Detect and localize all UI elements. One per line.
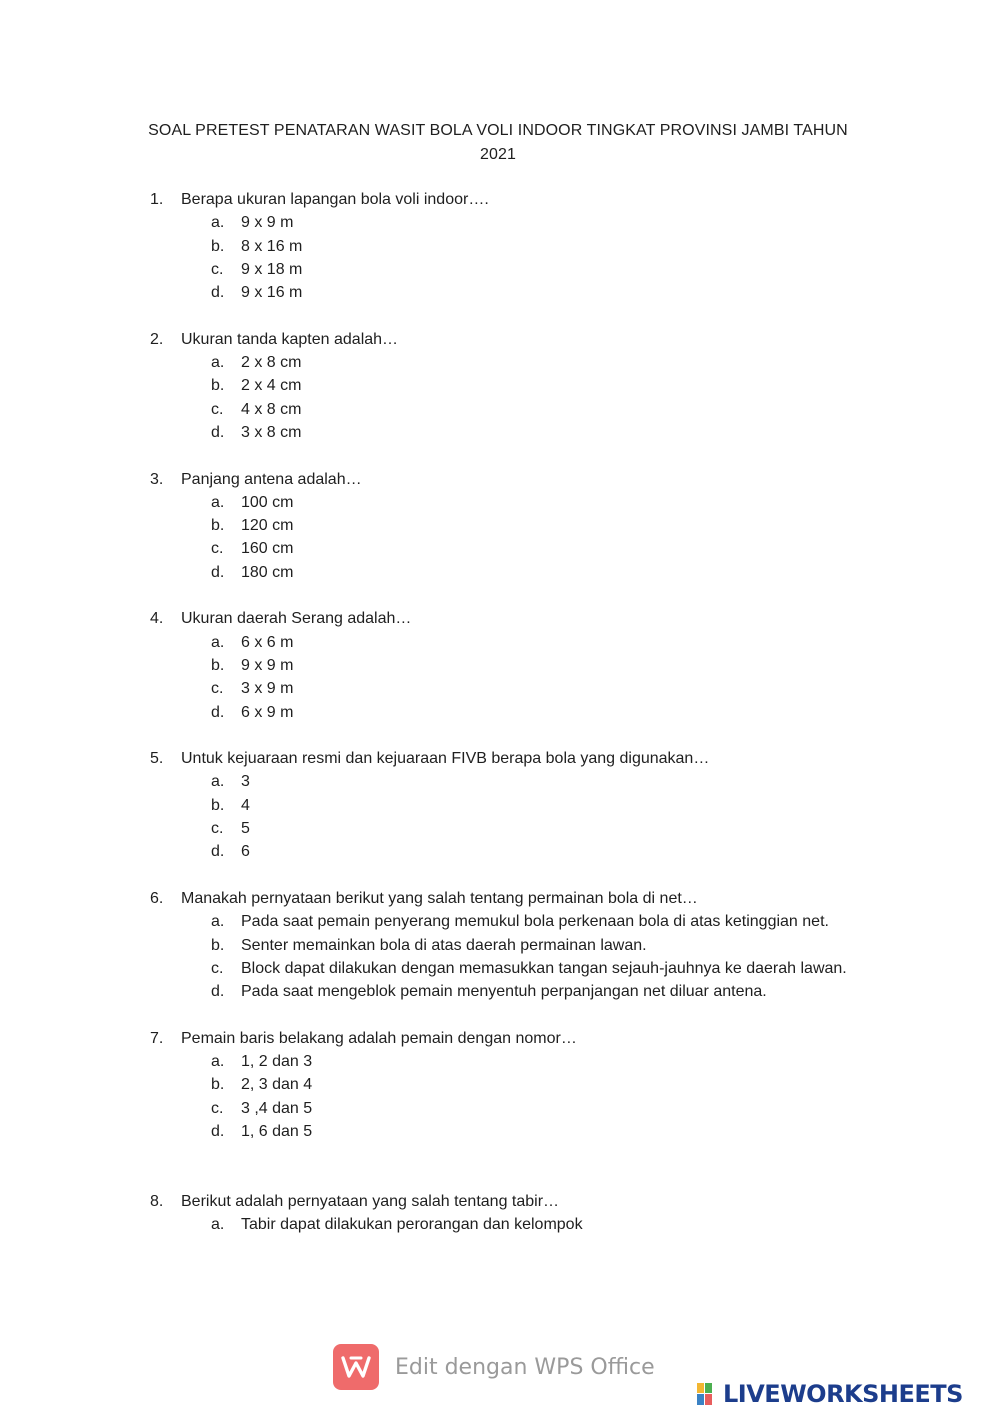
answer-option (150, 211, 877, 234)
document-title (120, 119, 876, 167)
answer-option (150, 910, 877, 933)
question-item (150, 188, 877, 304)
answer-option (150, 1120, 877, 1143)
answer-option (150, 934, 877, 957)
wps-edit-label: Edit dengan WPS Office (395, 1354, 655, 1380)
option-text: 3 (241, 773, 250, 791)
option-text: Pada saat mengeblok pemain menyentuh perpanjangan net diluar antena. (241, 983, 767, 1001)
question-item (150, 1027, 877, 1143)
answer-option (150, 281, 877, 304)
option-list (150, 770, 877, 863)
answer-option (150, 235, 877, 258)
question-item (150, 887, 877, 1003)
option-letter: b. (211, 237, 225, 255)
option-letter: b. (211, 656, 225, 674)
wps-logo-icon (333, 1344, 379, 1390)
option-text: 2 x 8 cm (241, 354, 302, 372)
answer-option (150, 1213, 877, 1236)
option-list (150, 491, 877, 584)
option-text: 100 cm (241, 493, 294, 511)
option-text: Tabir dapat dilakukan perorangan dan kelompok (241, 1216, 583, 1234)
option-list (150, 631, 877, 724)
option-list (150, 211, 877, 304)
option-letter: c. (211, 540, 224, 558)
option-text: 3 x 9 m (241, 680, 294, 698)
question-number: 7. (150, 1029, 164, 1047)
option-text: 6 x 6 m (241, 633, 294, 651)
liveworksheets-logo-icon (697, 1383, 721, 1405)
answer-option (150, 537, 877, 560)
option-list (150, 1050, 877, 1143)
option-text: 1, 6 dan 5 (241, 1122, 313, 1140)
answer-option (150, 1073, 877, 1096)
answer-option (150, 374, 877, 397)
question-label: Ukuran tanda kapten adalah… (181, 330, 399, 348)
question-label: Untuk kejuaraan resmi dan kejuaraan FIVB berapa bola yang digunakan… (181, 750, 710, 768)
option-letter: b. (211, 517, 225, 535)
answer-option (150, 840, 877, 863)
answer-option (150, 398, 877, 421)
question-label: Manakah pernyataan berikut yang salah tentang permainan bola di net… (181, 889, 698, 907)
question-item (150, 468, 877, 584)
option-letter: a. (211, 214, 225, 232)
option-text: 5 (241, 820, 250, 838)
option-letter: a. (211, 633, 225, 651)
question-label: Panjang antena adalah… (181, 470, 362, 488)
option-text: 4 (241, 796, 250, 814)
option-letter: c. (211, 260, 224, 278)
title-line-2: 2021 (480, 146, 516, 163)
option-text: 9 x 9 m (241, 656, 294, 674)
option-letter: c. (211, 959, 224, 977)
question-list (150, 188, 877, 1260)
question-text (150, 1190, 877, 1213)
question-number: 5. (150, 750, 164, 768)
answer-option (150, 817, 877, 840)
option-text: Pada saat pemain penyerang memukul bola perkenaan bola di atas ketinggian net. (241, 913, 829, 931)
option-text: 2 x 4 cm (241, 377, 302, 395)
title-line-1: SOAL PRETEST PENATARAN WASIT BOLA VOLI INDOOR TINGKAT PROVINSI JAMBI TAHUN (148, 122, 848, 139)
question-number: 2. (150, 330, 164, 348)
question-text (150, 328, 877, 351)
option-text: Senter memainkan bola di atas daerah permainan lawan. (241, 936, 647, 954)
option-letter: d. (211, 1122, 225, 1140)
option-letter: b. (211, 1076, 225, 1094)
answer-option (150, 258, 877, 281)
option-letter: c. (211, 400, 224, 418)
option-text: 9 x 18 m (241, 260, 303, 278)
option-text: 160 cm (241, 540, 294, 558)
question-item (150, 607, 877, 723)
option-text: 2, 3 dan 4 (241, 1076, 313, 1094)
question-number: 1. (150, 191, 164, 208)
option-text: 3 ,4 dan 5 (241, 1099, 313, 1117)
option-text: 3 x 8 cm (241, 423, 302, 441)
option-text: 4 x 8 cm (241, 400, 302, 418)
answer-option (150, 701, 877, 724)
option-letter: d. (211, 843, 225, 861)
option-letter: c. (211, 1099, 224, 1117)
option-list (150, 351, 877, 444)
option-letter: a. (211, 1216, 225, 1234)
option-text: 8 x 16 m (241, 237, 303, 255)
question-number: 6. (150, 889, 164, 907)
option-text: 1, 2 dan 3 (241, 1052, 313, 1070)
option-letter: a. (211, 1052, 225, 1070)
answer-option (150, 794, 877, 817)
question-text (150, 607, 877, 630)
option-text: 120 cm (241, 517, 294, 535)
option-text: 9 x 9 m (241, 214, 294, 232)
question-text (150, 468, 877, 491)
question-label: Pemain baris belakang adalah pemain dengan nomor… (181, 1029, 577, 1047)
option-letter: b. (211, 377, 225, 395)
option-letter: d. (211, 284, 225, 302)
option-text: 9 x 16 m (241, 284, 303, 302)
option-letter: c. (211, 820, 224, 838)
answer-option (150, 677, 877, 700)
question-text (150, 887, 877, 910)
answer-option (150, 980, 877, 1003)
option-letter: a. (211, 773, 225, 791)
option-letter: c. (211, 680, 224, 698)
answer-option (150, 491, 877, 514)
option-text: Block dapat dilakukan dengan memasukkan tangan sejauh-jauhnya ke daerah lawan. (241, 959, 847, 977)
option-list (150, 910, 877, 1003)
answer-option (150, 1050, 877, 1073)
question-item (150, 747, 877, 863)
answer-option (150, 957, 877, 980)
option-list (150, 1213, 877, 1236)
answer-option (150, 561, 877, 584)
liveworksheets-watermark (697, 1380, 963, 1408)
answer-option (150, 770, 877, 793)
question-label: Berikut adalah pernyataan yang salah tentang tabir… (181, 1192, 560, 1210)
wps-edit-banner[interactable] (333, 1343, 655, 1391)
question-number: 4. (150, 610, 164, 628)
option-letter: b. (211, 936, 225, 954)
option-letter: d. (211, 563, 225, 581)
option-letter: b. (211, 796, 225, 814)
question-item (150, 328, 877, 444)
question-text (150, 1027, 877, 1050)
option-letter: a. (211, 493, 225, 511)
answer-option (150, 351, 877, 374)
question-text (150, 188, 877, 211)
question-text (150, 747, 877, 770)
question-label: Ukuran daerah Serang adalah… (181, 610, 412, 628)
option-letter: d. (211, 423, 225, 441)
option-text: 6 (241, 843, 250, 861)
question-number: 8. (150, 1192, 164, 1210)
option-letter: d. (211, 703, 225, 721)
answer-option (150, 1097, 877, 1120)
option-text: 180 cm (241, 563, 294, 581)
answer-option (150, 514, 877, 537)
option-text: 6 x 9 m (241, 703, 294, 721)
option-letter: a. (211, 354, 225, 372)
answer-option (150, 654, 877, 677)
option-letter: d. (211, 983, 225, 1001)
question-label: Berapa ukuran lapangan bola voli indoor…. (181, 191, 489, 208)
question-item (150, 1190, 877, 1237)
answer-option (150, 631, 877, 654)
liveworksheets-label: LIVEWORKSHEETS (723, 1380, 963, 1408)
option-letter: a. (211, 913, 225, 931)
answer-option (150, 421, 877, 444)
question-number: 3. (150, 470, 164, 488)
